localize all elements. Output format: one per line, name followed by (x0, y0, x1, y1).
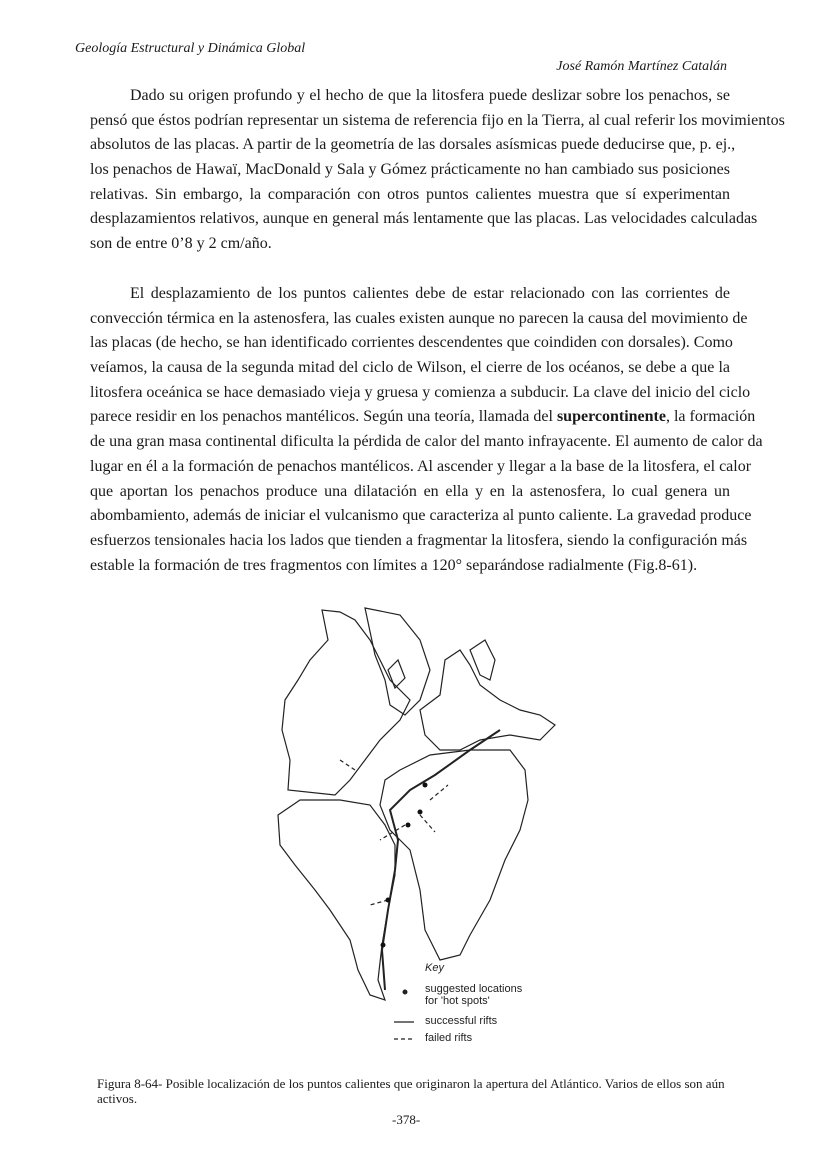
africa-outline (380, 750, 528, 960)
hotspot-marker (406, 823, 411, 828)
text-run: convección térmica en la astenosfera, las cuales existen aunque no parecen la causa del movimiento de (90, 309, 748, 327)
europe-outline (420, 650, 555, 750)
paragraph-1 (90, 84, 785, 257)
key-hotspots-label-1: suggested locations (425, 983, 523, 995)
text-run: pensó que éstos podrían representar un sistema de referencia fijo en la Tierra, al cual referir los movimientos (90, 111, 785, 129)
key-hotspots-label-2: for 'hot spots' (425, 995, 490, 1007)
text-run: estable la formación de tres fragmentos con límites a 120° separándose radialmente (Fig.8-61). (90, 556, 698, 574)
hotspot-marker (381, 943, 386, 948)
text-run: desplazamientos relativos, aunque en general más lentamente que las placas. Las velocidades calculadas (90, 210, 758, 228)
text-run: que aportan los penachos produce una dilatación en ella y en la astenosfera, lo cual genera un (90, 482, 730, 500)
text-run: Dado su origen profundo y el hecho de que la litosfera puede deslizar sobre los penachos, se (130, 87, 730, 104)
south-america-outline (278, 800, 395, 1000)
bold-term: supercontinente (556, 408, 666, 426)
paragraph-2 (90, 282, 763, 578)
key-dot-symbol (403, 990, 407, 994)
text-line (90, 331, 733, 356)
text-run: absolutos de las placas. A partir de la geometría de las dorsales asísmicas puede deducirse que, p. ej., (90, 136, 736, 154)
running-header-author: José Ramón Martínez Catalán (556, 59, 727, 74)
island-outline (388, 660, 405, 688)
text-line (90, 554, 730, 579)
text-run: litosfera oceánica se hace demasiado vieja y gruesa y comienza a subducir. La clave del inicio del ciclo (90, 383, 751, 401)
successful-rift-line (382, 730, 500, 990)
running-header-title: Geología Estructural y Dinámica Global (75, 41, 306, 56)
text-line (90, 529, 748, 554)
text-run: de una gran masa continental dificulta la pérdida de calor del manto infrayacente. El aumento de calor da (90, 433, 763, 451)
text-run: los penachos de Hawaï, MacDonald y Sala y Gómez prácticamente no han cambiado sus posiciones (90, 161, 730, 179)
failed-rift-line (340, 760, 448, 905)
north-america-outline (282, 610, 410, 795)
text-line (90, 109, 785, 134)
scandinavia-outline (470, 640, 495, 680)
text-line (90, 405, 756, 430)
text-line (90, 183, 730, 208)
text-run: las placas (de hecho, se han identificado corrientes descendentes que coindiden con dorsales). Como (90, 334, 733, 352)
text-line (90, 480, 730, 505)
text-run: , la formación (665, 408, 756, 426)
text-line (90, 504, 752, 529)
text-line (90, 232, 730, 257)
text-line (90, 455, 752, 480)
key-successful-rifts-label: successful rifts (425, 1015, 498, 1027)
text-line (90, 84, 730, 109)
text-run: relativas. Sin embargo, la comparación con otros puntos calientes muestra que sí experimentan (90, 185, 730, 203)
page-number: -378- (392, 1112, 421, 1127)
text-run: abombamiento, además de iniciar el vulcanismo que caracteriza al punto caliente. La gravedad produce (90, 507, 752, 525)
figure-atlantic-hotspots-map (270, 600, 590, 1060)
hotspot-marker (386, 898, 391, 903)
text-line (90, 158, 730, 183)
text-run: parece residir en los penachos mantélicos. Según una teoría, llamada del (90, 408, 557, 426)
text-line (90, 381, 751, 406)
text-run: esfuerzos tensionales hacia los lados que tienden a fragmentar la litosfera, siendo la configuración más (90, 531, 748, 549)
text-line (90, 430, 763, 455)
hotspot-marker (418, 810, 423, 815)
key-title: Key (425, 962, 444, 974)
text-run: veíamos, la causa de la segunda mitad del ciclo de Wilson, el cierre de los océanos, se debe a que la (90, 359, 730, 377)
text-run: lugar en él a la formación de penachos mantélicos. Al ascender y llegar a la base de la litosfera, el calor (90, 457, 752, 475)
figure-caption: Figura 8-64- Posible localización de los puntos calientes que originaron la apertura del Atlántico. Varios de ellos son aún activos. (97, 1076, 725, 1106)
greenland-outline (365, 608, 430, 715)
key-failed-rifts-label: failed rifts (425, 1032, 473, 1044)
text-line (90, 133, 736, 158)
hotspot-marker (423, 783, 428, 788)
text-line (90, 282, 730, 307)
text-line (90, 307, 748, 332)
text-run: El desplazamiento de los puntos calientes debe de estar relacionado con las corrientes de (130, 285, 730, 302)
text-run: son de entre 0’8 y 2 cm/año. (90, 235, 272, 253)
text-line (90, 356, 730, 381)
text-line (90, 207, 758, 232)
